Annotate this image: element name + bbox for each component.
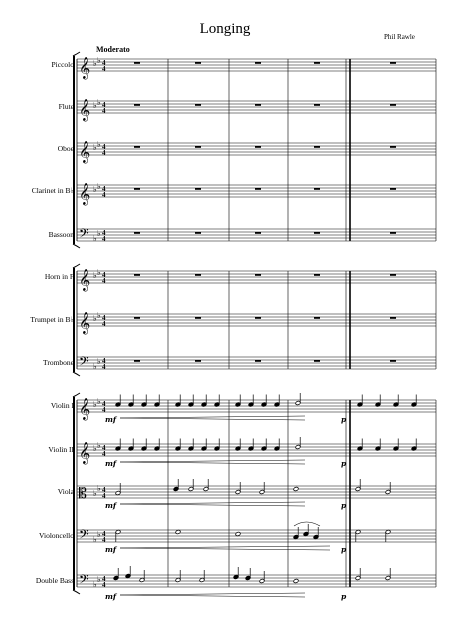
whole-rest-icon <box>134 62 140 64</box>
slur <box>294 522 320 526</box>
flat-icon: ♭ <box>97 575 101 584</box>
whole-rest-icon <box>255 274 261 276</box>
hairpin <box>120 546 330 550</box>
whole-rest-icon <box>390 274 396 276</box>
time-signature-bottom: 4 <box>102 363 106 371</box>
bass-clef-icon: 𝄢 <box>79 354 89 372</box>
flat-icon: ♭ <box>97 140 101 149</box>
whole-rest-icon <box>390 62 396 64</box>
instrument-label: Piccolo <box>51 60 74 69</box>
whole-rest-icon <box>195 104 201 106</box>
instrument-label: Violoncello <box>39 531 74 540</box>
treble-clef-icon: 𝄞 <box>79 99 91 121</box>
dynamic-p: p <box>341 415 347 424</box>
time-signature-top: 4 <box>102 59 106 67</box>
instrument-label: Oboe <box>57 144 74 153</box>
tempo-marking: Moderato <box>96 45 130 54</box>
treble-clef-icon: 𝄞 <box>79 57 91 79</box>
dynamic-mf: mf <box>105 459 117 468</box>
flat-icon: ♭ <box>97 311 101 320</box>
time-signature-bottom: 4 <box>102 149 106 157</box>
time-signature-top: 4 <box>102 530 106 538</box>
time-signature-top: 4 <box>102 229 106 237</box>
flat-icon: ♭ <box>97 357 101 366</box>
bracket-hook <box>73 264 80 268</box>
dynamic-p: p <box>341 501 347 510</box>
time-signature-bottom: 4 <box>102 406 106 414</box>
whole-rest-icon <box>195 317 201 319</box>
flat-icon: ♭ <box>93 101 97 110</box>
whole-rest-icon <box>195 232 201 234</box>
whole-rest-icon <box>134 317 140 319</box>
flat-icon: ♭ <box>93 59 97 68</box>
page-title: Longing <box>199 21 251 37</box>
time-signature-top: 4 <box>102 271 106 279</box>
time-signature-bottom: 4 <box>102 277 106 285</box>
whole-rest-icon <box>314 188 320 190</box>
notehead <box>235 532 241 537</box>
whole-rest-icon <box>134 146 140 148</box>
dynamic-mf: mf <box>105 501 117 510</box>
dynamic-p: p <box>341 459 347 468</box>
time-signature-bottom: 4 <box>102 65 106 73</box>
time-signature-bottom: 4 <box>102 235 106 243</box>
whole-rest-icon <box>314 146 320 148</box>
flat-icon: ♭ <box>97 98 101 107</box>
whole-rest-icon <box>390 317 396 319</box>
whole-rest-icon <box>195 146 201 148</box>
hairpin <box>120 460 305 464</box>
dynamic-mf: mf <box>105 545 117 554</box>
flat-icon: ♭ <box>97 530 101 539</box>
instrument-label: Trombone <box>43 358 74 367</box>
flat-icon: ♭ <box>93 234 97 243</box>
whole-rest-icon <box>134 274 140 276</box>
whole-rest-icon <box>195 188 201 190</box>
whole-rest-icon <box>314 317 320 319</box>
treble-clef-icon: 𝄞 <box>79 183 91 205</box>
flat-icon: ♭ <box>97 182 101 191</box>
time-signature-top: 4 <box>102 444 106 452</box>
whole-rest-icon <box>134 188 140 190</box>
time-signature-top: 4 <box>102 486 106 494</box>
notehead <box>293 487 299 492</box>
time-signature-bottom: 4 <box>102 320 106 328</box>
treble-clef-icon: 𝄞 <box>79 442 91 464</box>
bracket-hook <box>73 244 80 248</box>
whole-rest-icon <box>134 104 140 106</box>
dynamic-p: p <box>341 545 347 554</box>
time-signature-bottom: 4 <box>102 492 106 500</box>
treble-clef-icon: 𝄞 <box>79 398 91 420</box>
whole-rest-icon <box>195 62 201 64</box>
hairpin <box>120 416 305 420</box>
bass-clef-icon: 𝄢 <box>79 572 89 590</box>
time-signature-bottom: 4 <box>102 107 106 115</box>
dynamic-mf: mf <box>105 415 117 424</box>
treble-clef-icon: 𝄞 <box>79 312 91 334</box>
bracket-hook <box>73 372 80 376</box>
instrument-label: Clarinet in B♭ <box>31 186 74 195</box>
hairpin <box>120 593 305 597</box>
whole-rest-icon <box>314 360 320 362</box>
time-signature-bottom: 4 <box>102 581 106 589</box>
time-signature-top: 4 <box>102 400 106 408</box>
dynamic-p: p <box>341 592 347 601</box>
flat-icon: ♭ <box>97 268 101 277</box>
bracket-hook <box>73 393 80 397</box>
whole-rest-icon <box>195 274 201 276</box>
hairpin <box>120 502 305 506</box>
instrument-label: Trumpet in B♭ <box>30 315 74 324</box>
flat-icon: ♭ <box>93 580 97 589</box>
time-signature-bottom: 4 <box>102 450 106 458</box>
whole-rest-icon <box>390 146 396 148</box>
whole-rest-icon <box>314 62 320 64</box>
flat-icon: ♭ <box>93 271 97 280</box>
flat-icon: ♭ <box>93 314 97 323</box>
flat-icon: ♭ <box>97 229 101 238</box>
whole-rest-icon <box>195 360 201 362</box>
bass-clef-icon: 𝄢 <box>79 527 89 545</box>
whole-rest-icon <box>314 104 320 106</box>
bass-clef-icon: 𝄢 <box>79 226 89 244</box>
notehead <box>175 530 181 535</box>
flat-icon: ♭ <box>93 362 97 371</box>
instrument-label: Violin II <box>48 445 74 454</box>
time-signature-top: 4 <box>102 575 106 583</box>
composer-name: Phil Rawle <box>384 33 415 41</box>
instrument-label: Violin I <box>50 401 74 410</box>
whole-rest-icon <box>390 232 396 234</box>
whole-rest-icon <box>314 274 320 276</box>
time-signature-top: 4 <box>102 143 106 151</box>
whole-rest-icon <box>390 360 396 362</box>
bracket-hook <box>73 52 80 56</box>
whole-rest-icon <box>314 232 320 234</box>
dynamic-mf: mf <box>105 592 117 601</box>
flat-icon: ♭ <box>93 489 97 498</box>
time-signature-bottom: 4 <box>102 536 106 544</box>
whole-rest-icon <box>255 104 261 106</box>
whole-rest-icon <box>390 104 396 106</box>
whole-rest-icon <box>134 232 140 234</box>
instrument-label: Horn in F <box>44 272 74 281</box>
bracket-hook <box>73 590 80 594</box>
time-signature-top: 4 <box>102 101 106 109</box>
flat-icon: ♭ <box>93 400 97 409</box>
whole-rest-icon <box>255 360 261 362</box>
whole-rest-icon <box>255 146 261 148</box>
treble-clef-icon: 𝄞 <box>79 141 91 163</box>
instrument-label: Flute <box>58 102 74 111</box>
whole-rest-icon <box>255 62 261 64</box>
time-signature-top: 4 <box>102 314 106 322</box>
flat-icon: ♭ <box>93 185 97 194</box>
flat-icon: ♭ <box>93 444 97 453</box>
alto-clef-icon: 𝄡 <box>79 486 87 502</box>
flat-icon: ♭ <box>93 535 97 544</box>
time-signature-bottom: 4 <box>102 191 106 199</box>
whole-rest-icon <box>255 317 261 319</box>
flat-icon: ♭ <box>93 143 97 152</box>
notehead <box>293 579 299 584</box>
whole-rest-icon <box>134 360 140 362</box>
flat-icon: ♭ <box>97 397 101 406</box>
whole-rest-icon <box>255 232 261 234</box>
whole-rest-icon <box>390 188 396 190</box>
time-signature-top: 4 <box>102 185 106 193</box>
flat-icon: ♭ <box>97 484 101 493</box>
treble-clef-icon: 𝄞 <box>79 269 91 291</box>
instrument-label: Viola <box>57 487 74 496</box>
instrument-label: Double Bass <box>35 576 74 585</box>
flat-icon: ♭ <box>97 56 101 65</box>
flat-icon: ♭ <box>97 441 101 450</box>
whole-rest-icon <box>255 188 261 190</box>
time-signature-top: 4 <box>102 357 106 365</box>
instrument-label: Bassoon <box>48 230 74 239</box>
